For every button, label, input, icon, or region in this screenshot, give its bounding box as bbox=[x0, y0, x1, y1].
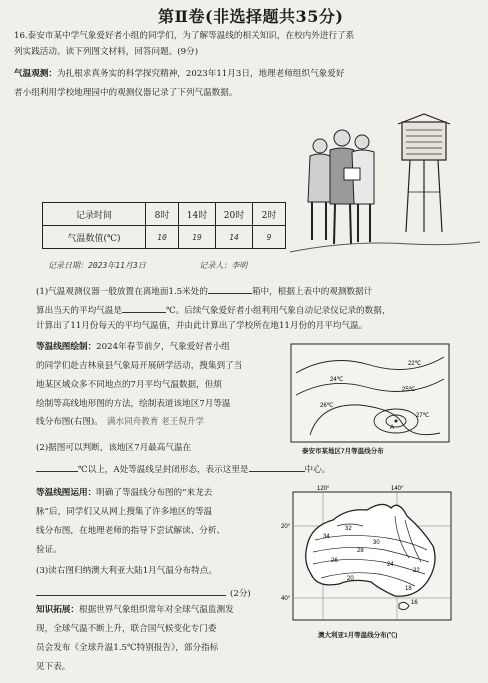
isotherm-draw-text1: 2024年春节前夕，气象爱好者小组 bbox=[96, 342, 230, 352]
isotherm-label: 25℃ bbox=[402, 387, 416, 393]
q2-line1 bbox=[36, 442, 191, 455]
isotherm-draw-line1 bbox=[36, 341, 230, 354]
isotherm-use-line4: 验证。 bbox=[36, 545, 62, 555]
isotherm-label: 27℃ bbox=[416, 413, 430, 419]
latitude-label: 20° bbox=[281, 524, 291, 530]
time-cell: 14时 bbox=[179, 203, 216, 226]
knowledge-line1 bbox=[36, 604, 234, 617]
q2-blank-1[interactable] bbox=[36, 461, 78, 472]
row-label-cell: 气温数值(℃) bbox=[43, 226, 146, 249]
record-date-value: 2023年11月3日 bbox=[88, 261, 146, 270]
observation-label: 气温观测： bbox=[14, 69, 57, 79]
weather-station-illustration bbox=[290, 112, 480, 262]
isotherm-label: 16 bbox=[411, 600, 418, 606]
australia-map-caption: 澳大利亚1月等温线分布(℃) bbox=[318, 632, 398, 639]
record-person-value: 李明 bbox=[231, 261, 248, 270]
value-cell: 14 bbox=[216, 226, 253, 249]
isotherm-label: 22℃ bbox=[408, 361, 422, 367]
table-row bbox=[43, 226, 286, 249]
isotherm-use-line1 bbox=[36, 487, 212, 500]
q1-blank-2[interactable] bbox=[122, 302, 166, 313]
q3-question: (3)读右图归纳澳大利亚大陆1月气温分布特点。 bbox=[36, 566, 217, 576]
record-date-label: 记录日期： bbox=[48, 261, 88, 270]
q1-line1-text-b: 箱中，根据上表中的观测数据计 bbox=[251, 287, 373, 297]
isotherm-use-line2: 脉”后，同学们又从网上搜集了许多地区的等温 bbox=[36, 507, 213, 517]
q1-blank-1[interactable] bbox=[208, 283, 252, 294]
temperature-record-table bbox=[42, 202, 286, 249]
time-cell: 8时 bbox=[146, 203, 179, 226]
q2-blank-2[interactable] bbox=[249, 461, 305, 472]
observation-line2: 者小组利用学校地理园中的观测仪器记录了下列气温数据。 bbox=[14, 88, 238, 98]
value-cell: 9 bbox=[253, 226, 286, 249]
isotherm-draw-label: 等温线图绘制： bbox=[36, 342, 97, 352]
q2-line2-text-c: 中心。 bbox=[304, 465, 331, 475]
isotherm-draw-line5 bbox=[36, 416, 204, 429]
taian-isotherm-map bbox=[290, 343, 450, 443]
knowledge-line4: 见下表。 bbox=[36, 662, 71, 672]
value-cell: 10 bbox=[146, 226, 179, 249]
isotherm-use-label: 等温线图运用： bbox=[36, 488, 97, 498]
record-person-label: 记录人： bbox=[199, 261, 232, 270]
knowledge-text1: 根据世界气象组织常年对全球气温监测发 bbox=[78, 605, 234, 615]
q3-score: (2分) bbox=[230, 589, 251, 599]
isotherm-label: 22 bbox=[413, 568, 420, 574]
q1-line2-text-b: ℃。后续气象爱好者小组利用气象自动记录仪记录的数据， bbox=[165, 306, 391, 316]
time-cell: 20时 bbox=[216, 203, 253, 226]
section-title: 第Ⅱ卷(非选择题共35分) bbox=[158, 7, 344, 26]
watermark-note: 满水同舟教育 老王倪升学 bbox=[106, 417, 205, 427]
q2-line1-text: (2)据图可以判断，该地区7月最高气温在 bbox=[36, 443, 192, 453]
q16-intro-line2: 列实践活动。读下列图文材料，回答问题。(9分) bbox=[14, 47, 199, 57]
isotherm-label: 20 bbox=[347, 576, 354, 582]
longitude-label: 140° bbox=[391, 486, 404, 492]
isotherm-label: 28 bbox=[357, 548, 364, 554]
isotherm-label: 24℃ bbox=[330, 377, 344, 383]
q1-line1-text-a: (1)气温观测仪器一般放置在离地面1.5米处的 bbox=[36, 287, 208, 297]
q1-line1 bbox=[36, 283, 372, 299]
time-cell: 2时 bbox=[253, 203, 286, 226]
isotherm-use-text1: 明确了等温线分布图的“来龙去 bbox=[96, 488, 213, 498]
australia-isotherm-map bbox=[281, 486, 457, 626]
isotherm-use-line3: 线分布图，在地理老师的指导下尝试解读、分析、 bbox=[36, 526, 226, 536]
isotherm-label: 26℃ bbox=[320, 403, 334, 409]
point-a-label: A bbox=[390, 425, 395, 431]
q1-line3: 计算出了11月份每天的平均气温值，并由此计算出了学校所在地11月份的月平均气温。 bbox=[36, 321, 368, 331]
isotherm-draw-line3: 地某区域众多不同地点的7月平均气温数据，但烦 bbox=[36, 380, 222, 390]
q3-answer-blank[interactable] bbox=[36, 585, 226, 596]
observation-line1: 为扎根求真务实的科学探究精神，2023年11月3日，地理老师组织气象爱好 bbox=[56, 69, 345, 79]
isotherm-draw-line4: 绘制等高线地形图的方法，绘制表道该地区7月等温 bbox=[36, 399, 231, 409]
isotherm-label: 24 bbox=[387, 562, 394, 568]
longitude-label: 120° bbox=[317, 486, 330, 492]
latitude-label: 40° bbox=[281, 596, 291, 602]
isotherm-draw-line2: 的同学们赴吉林泉县气象局开展研学活动，搜集到了当 bbox=[36, 361, 243, 371]
isotherm-label: 32 bbox=[345, 526, 352, 532]
q3-answer-line bbox=[36, 585, 251, 601]
knowledge-line2: 现，全球气温不断上升，联合国气候变化专门委 bbox=[36, 624, 217, 634]
record-note bbox=[48, 260, 247, 271]
table-row bbox=[43, 203, 286, 226]
q2-line2 bbox=[36, 461, 330, 477]
q16-intro-line1: 16.泰安市某中学气象爱好者小组的同学们，为了解等温线的相关知识，在校内外进行了系 bbox=[14, 31, 355, 41]
q1-line2 bbox=[36, 302, 390, 318]
taian-map-caption: 泰安市某地区7月等温线分布 bbox=[302, 448, 384, 455]
q1-line2-text-a: 算出当天的平均气温是 bbox=[36, 306, 122, 316]
isotherm-draw-text5: 线分布图(右图)。 bbox=[36, 417, 103, 427]
isotherm-label: 30 bbox=[373, 540, 380, 546]
value-cell: 19 bbox=[179, 226, 216, 249]
q2-line2-text-b: ℃以上，A处等温线呈封闭形态，表示这里是 bbox=[78, 465, 249, 475]
isotherm-label: 34 bbox=[323, 534, 330, 540]
header-label-cell: 记录时间 bbox=[43, 203, 146, 226]
isotherm-label: 26 bbox=[331, 558, 338, 564]
observation-paragraph bbox=[14, 68, 344, 81]
knowledge-line3: 员会发布《全球升温1.5℃特别报告》，部分指标 bbox=[36, 643, 219, 653]
temperature-record-table-wrap bbox=[42, 202, 286, 249]
knowledge-label: 知识拓展： bbox=[36, 605, 79, 615]
isotherm-label: 18 bbox=[405, 586, 412, 592]
